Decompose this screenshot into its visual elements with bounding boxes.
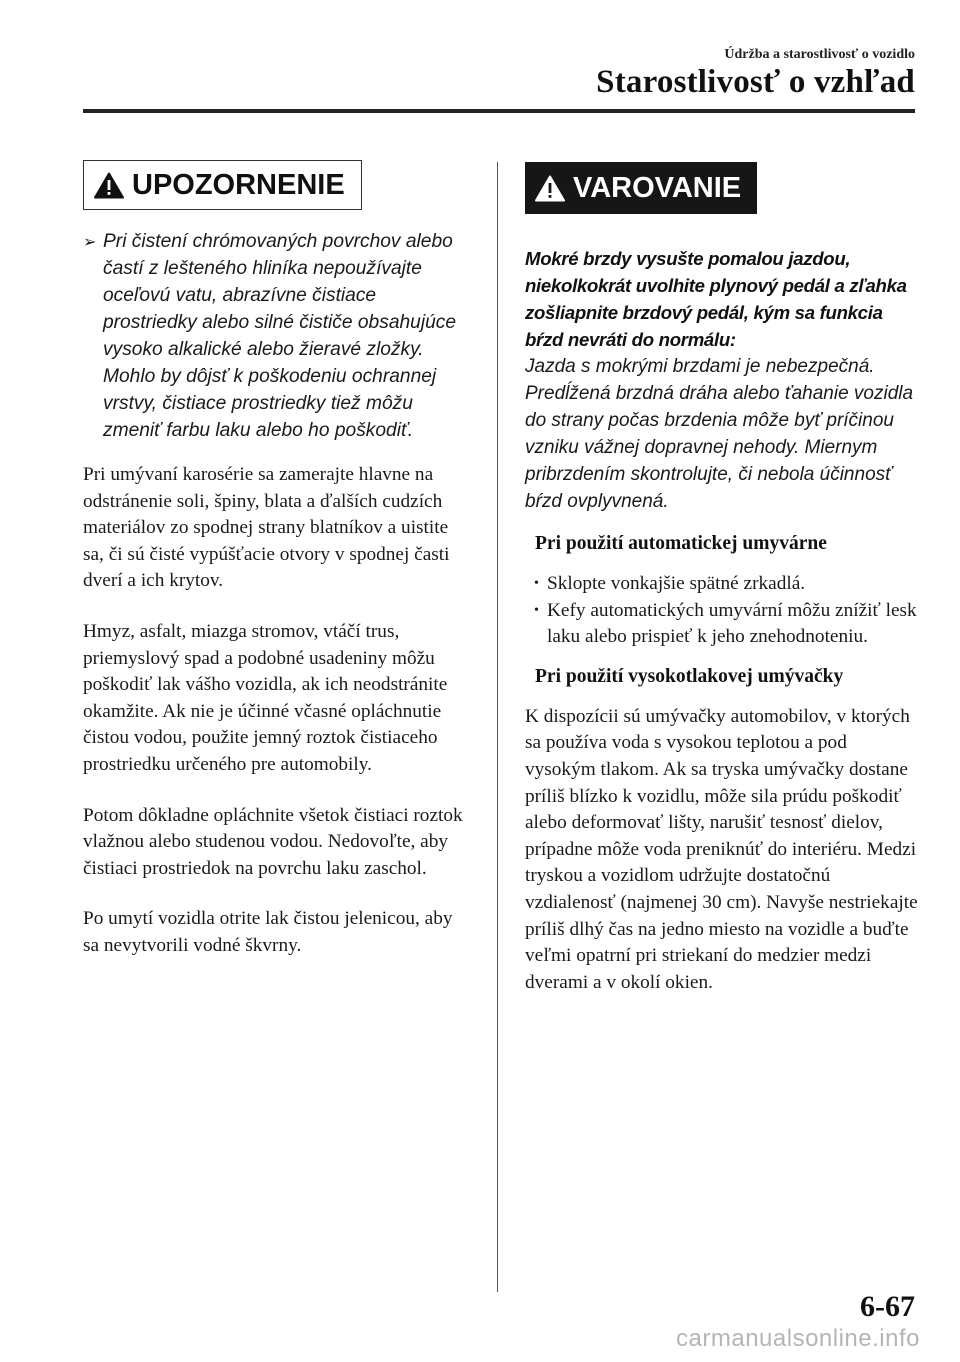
arrow-bullet-icon: ➢ [83, 234, 97, 251]
warning-text: Jazda s mokrými brzdami je nebezpečná. Predĺžená brzdná dráha alebo ťahanie vozidla do strany počas brzdenia môže byť príčinou vzniku vážnej dopravnej nehody. Miernym pribrzdením skontrolujte, či nebola účinnosť bŕzd ovplyvnená. [525, 356, 914, 512]
caution-text: Pri čistení chrómovaných povrchov alebo častí z lešteného hliníka nepoužívajte oceľovú vatu, abrazívne čistiace prostriedky alebo silné čističe obsahujúce vysoko alkalické alebo žieravé zložky. Mohlo by dôjsť k poškodeniu ochrannej vrstvy, čistiace prostriedky tiež môžu zmeniť farbu laku alebo ho poškodiť. [103, 231, 457, 441]
automatic-wash-list [525, 571, 920, 651]
list-item: • Kefy automatických umyvární môžu znížiť lesk laku alebo prispieť k jeho znehodnoteniu. [534, 599, 917, 648]
warning-label: VAROVANIE [573, 171, 742, 204]
pressure-wash-text: K dispozícii sú umývačky automobilov, v ktorých sa používa voda s vysokou teplotou a pod vysokým tlakom. Ak sa tryska umývačky dostane príliš blízko k vozidlu, môže sila prúdu poškodiť alebo deformovať lišty, narušiť tesnosť dielov, prípadne môže voda preniknúť do interiéru. Medzi tryskou a vozidlom udržujte dostatočnú vzdialenosť (najmenej 30 cm). Navyše nestriekajte príliš dlhý čas na jedno miesto na vozidle a buďte veľmi opatrní pri striekaní do medzier medzi dverami a v okolí okien. [525, 705, 918, 993]
watermark: carmanualsonline.info [676, 1325, 920, 1352]
list-item: • Sklopte vonkajšie spätné zrkadlá. [547, 571, 920, 598]
bullet-dot-icon: • [534, 602, 539, 618]
section-title: Údržba a starostlivosť o vozidlo [724, 47, 915, 62]
page-number: 6-67 [860, 1290, 915, 1323]
warning-bold-text: Mokré brzdy vysušte pomalou jazdou, niekolkokrát uvolhite plynový pedál a zľahka zošliapnite brzdový pedál, kým sa funkcia bŕzd nevráti do normálu: [525, 248, 907, 350]
caution-item [83, 228, 473, 444]
warning-triangle-icon [535, 175, 565, 202]
caution-badge [83, 160, 362, 210]
warning-triangle-icon [94, 172, 124, 199]
paragraph: Hmyz, asfalt, miazga stromov, vtáčí trus, priemyslový spad a podobné usadeniny môžu poškodiť lak vášho vozidla, ak ich neodstránite okamžite. Ak nie je účinné včasné opláchnutie čistou vodou, použite jemný roztok čistiaceho prostriedku určeného pre automobily. [83, 620, 448, 775]
caution-label: UPOZORNENIE [132, 168, 345, 201]
paragraph: Po umytí vozidla otrite lak čistou jelenicou, aby sa nevytvorili vodné škvrny. [83, 908, 453, 956]
paragraph: Pri umývaní karosérie sa zamerajte hlavne na odstránenie soli, špiny, blata a ďalších cudzích materiálov zo spodnej strany blatníkov a uistite sa, či sú čisté vypúšťacie otvory v spodnej časti dverí a ich krytov. [83, 464, 450, 592]
column-divider [497, 162, 498, 1292]
right-column [525, 160, 920, 996]
header-rule [83, 109, 915, 113]
automatic-wash-heading: Pri použití automatickej umyvárne [535, 533, 827, 554]
paragraph: Potom dôkladne opláchnite všetok čistiaci roztok vlažnou alebo studenou vodou. Nedovoľte, aby čistiaci prostriedok na povrchu laku zaschol. [83, 804, 463, 879]
page-title: Starostlivosť o vzhľad [596, 64, 915, 100]
warning-badge [525, 162, 757, 214]
bullet-dot-icon: • [534, 576, 539, 591]
pressure-wash-heading: Pri použití vysokotlakovej umývačky [535, 665, 844, 687]
left-body [83, 462, 473, 960]
left-column [83, 160, 473, 960]
